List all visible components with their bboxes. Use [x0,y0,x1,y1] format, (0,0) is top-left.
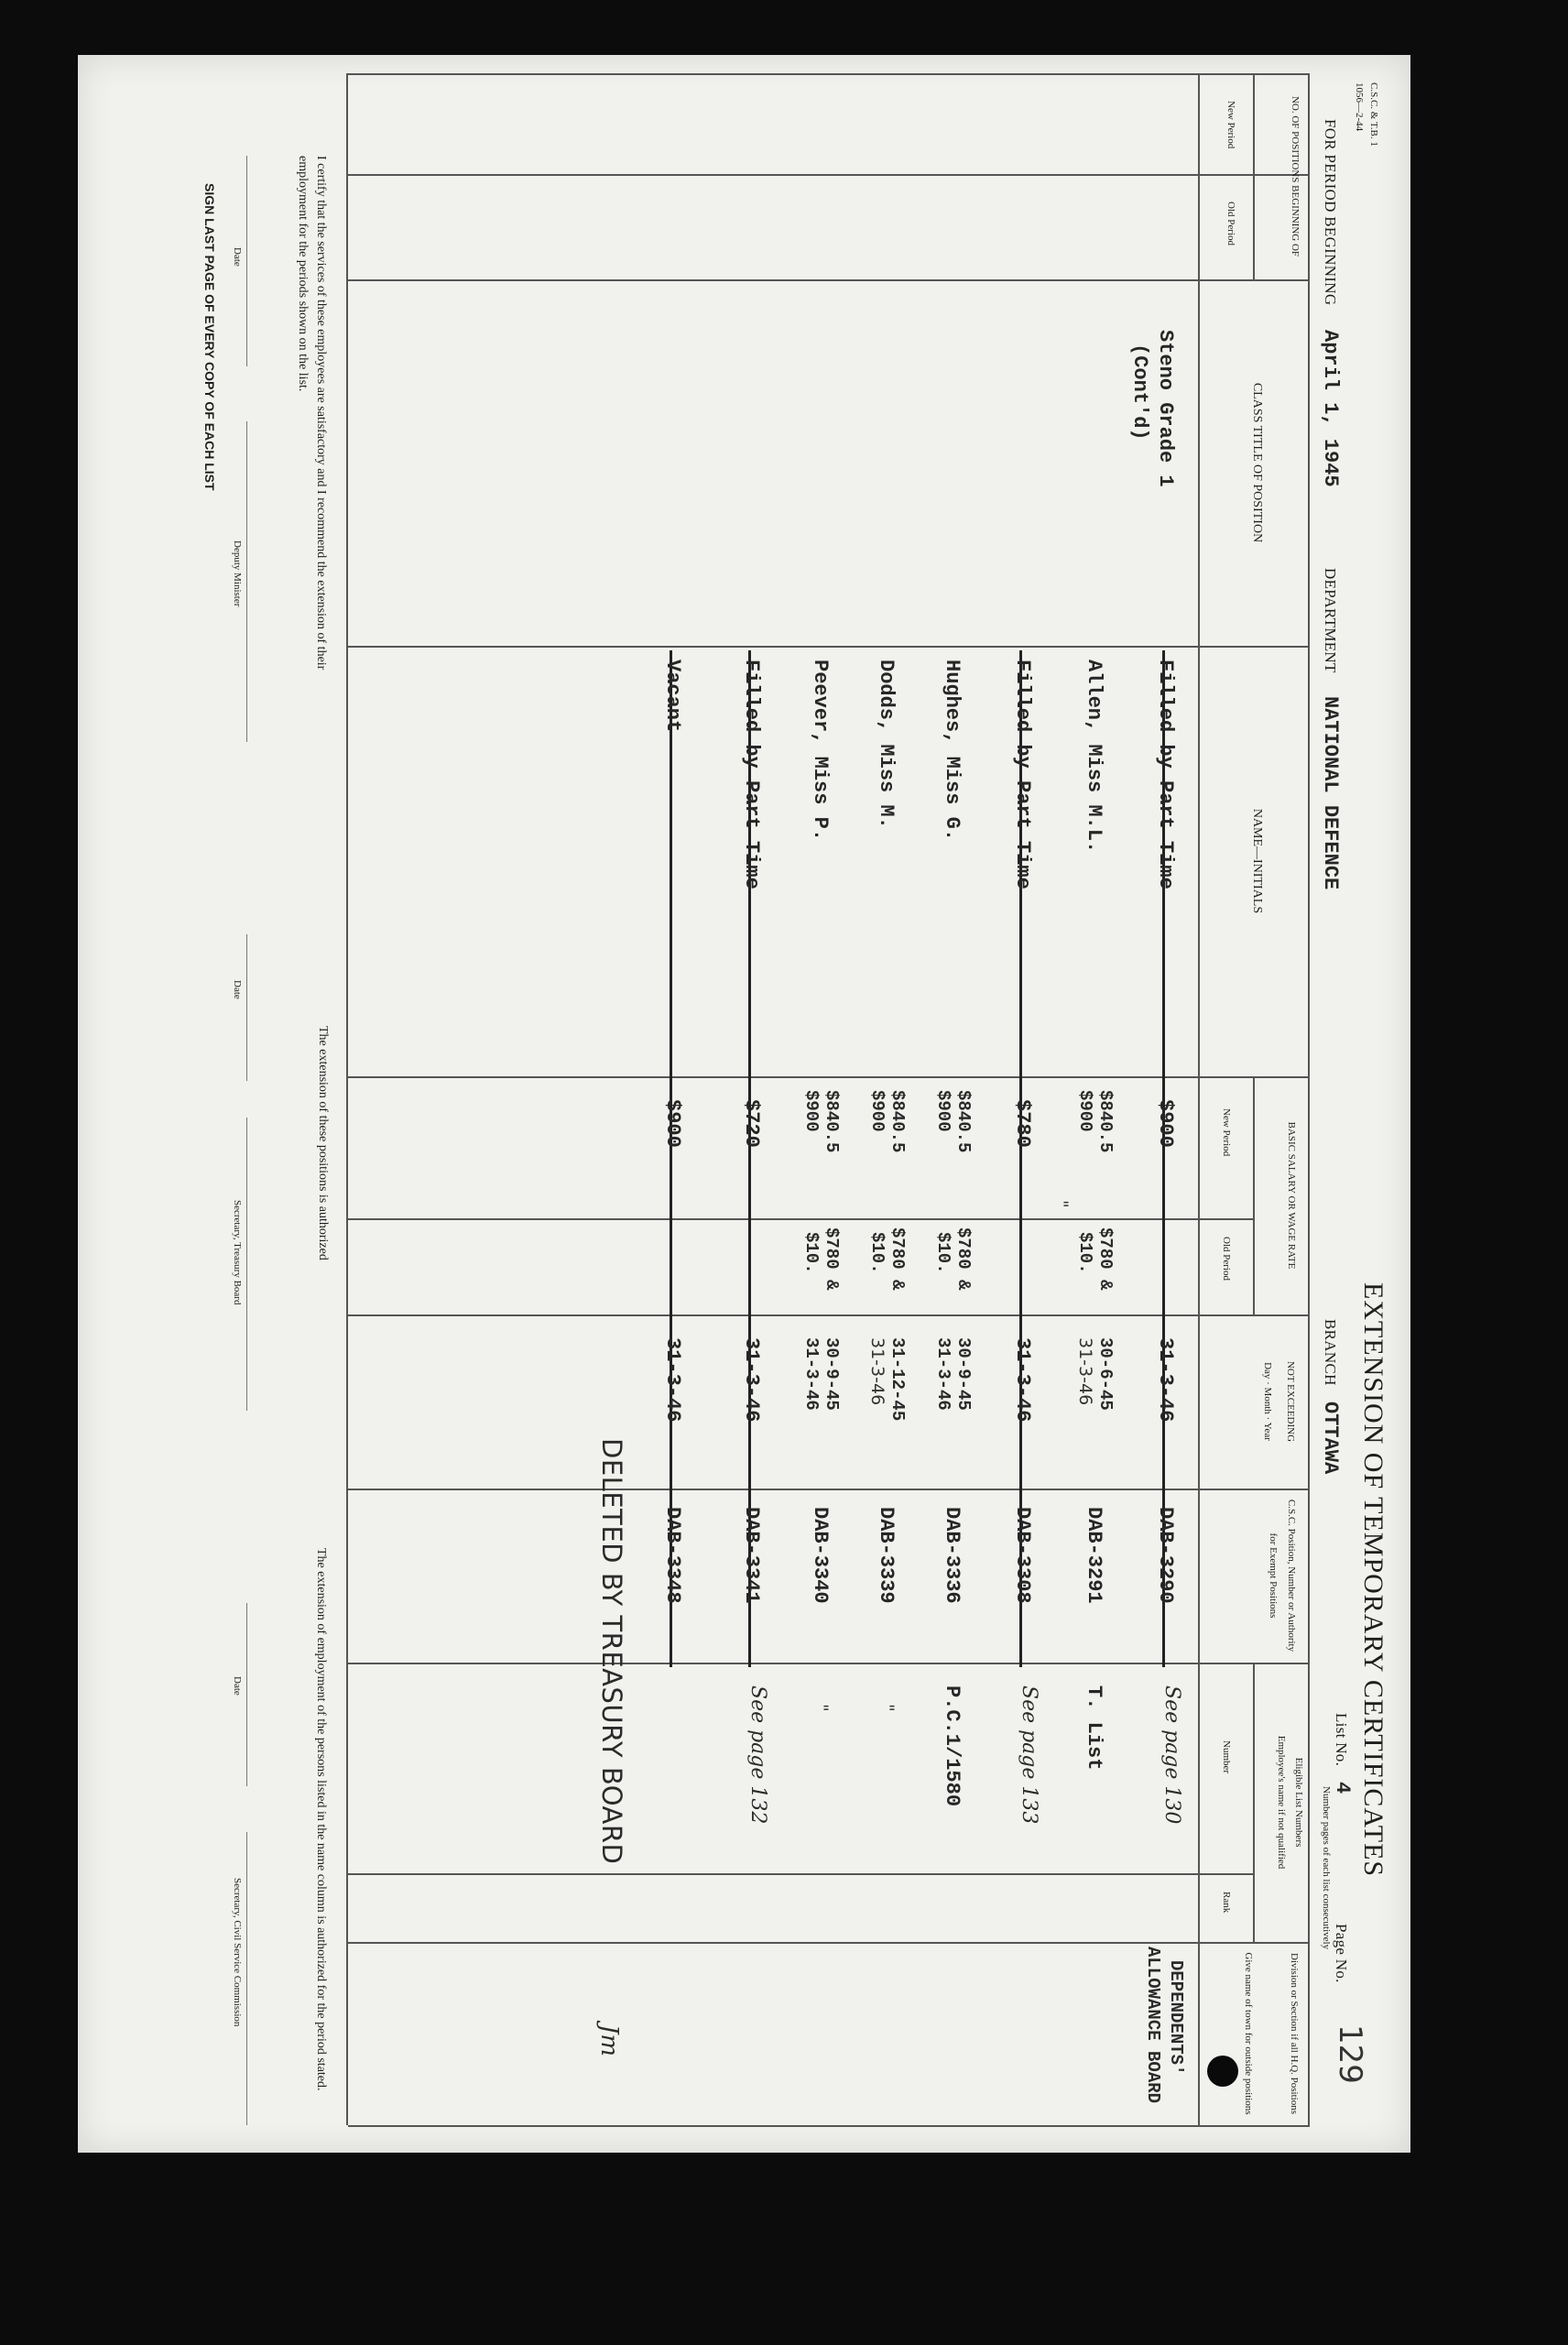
table-row-salary-old: $780 & [953,1227,974,1291]
table-row-date-2: 31-3-46 [933,1337,953,1411]
col-new-period: New Period [1225,101,1236,149]
deleted-stamp: DELETED BY TREASURY BOARD [596,1438,627,1865]
csc-authorization: The extension of employment of the persons listed in the name column is authorized for the period stated. [314,1548,328,2091]
table-row-salary-new: $900 [1154,1099,1177,1148]
secretary-csc-label: Secretary, Civil Service Commission [232,1878,243,2027]
table-row-salary-old: $780 & [887,1227,908,1291]
deputy-certification: I certify that the services of these employees are satisfactory and I recommend the extension of their employment for the periods shown on the list. [296,156,328,671]
table-row-date: 31-3-46 [740,1337,763,1423]
table-row-name: Filled by Part Time [1011,660,1034,889]
date-label-2: Date [232,980,243,999]
form-code: C.S.C. & T.B. 1 [1368,82,1379,147]
col-old-period: Old Period [1225,202,1236,245]
col-division: Division or Section if all H.Q. Positions [1289,1953,1300,2114]
col-salary: BASIC SALARY OR WAGE RATE [1286,1121,1297,1270]
page-no-value: 129 [1332,2024,1368,2084]
table-row-salary-old-2: $10. [801,1232,822,1274]
table-row-csc: DAB-3308 [1011,1507,1034,1604]
table-row-salary-old-2: $10. [867,1232,887,1274]
table-row-eligible: T. List [1083,1685,1105,1771]
table-row-salary-new-2: $900 [801,1090,822,1132]
table-row-csc: DAB-3348 [661,1507,684,1604]
table-row-name: Dodds, Miss M. [875,660,898,829]
col-class-title: CLASS TITLE OF POSITION [1250,382,1264,543]
table-row-eligible: See page 130 [1160,1685,1183,1825]
table-row-date: 30-6-45 [1095,1337,1116,1411]
col-not-exceeding: NOT EXCEEDING [1285,1360,1296,1443]
date-label-1: Date [232,247,243,267]
branch-label: BRANCH [1322,1319,1339,1386]
table-row-date-2: 31-3-46 [867,1337,887,1406]
table-row-csc: DAB-3340 [809,1507,832,1604]
period-label: FOR PERIOD BEGINNING [1322,119,1339,306]
table-row-csc: DAB-3336 [941,1507,964,1604]
division-value-1: DEPENDENTS' [1166,1960,1186,2076]
table-row-date: 30-9-45 [953,1337,974,1411]
list-no-value: 4 [1331,1782,1354,1794]
col-division-sub: Give name of town for outside positions [1243,1952,1254,2115]
department-value: NATIONAL DEFENCE [1319,696,1342,890]
department-label: DEPARTMENT [1322,568,1339,673]
col-rank: Rank [1221,1892,1232,1914]
rotated-form [78,55,1410,2153]
date-label-3: Date [232,1676,243,1696]
table-row-eligible: See page 132 [746,1685,769,1825]
table-row-name: Hughes, Miss G. [941,660,964,842]
branch-value: OTTAWA [1319,1402,1342,1475]
ditto-mark: " [1051,1200,1072,1208]
class-title-cont: (Cont'd) [1128,344,1151,441]
form-code-2: 1056—2-44 [1354,82,1365,132]
table-row-salary-new: $840.5 [1095,1090,1116,1153]
table-row-eligible: " [877,1704,898,1712]
table-row-salary-new: $780 [1011,1099,1034,1148]
table-row-eligible: See page 133 [1018,1685,1040,1825]
table-row-date: 31-3-46 [661,1337,684,1423]
table-row-name: Allen, Miss M.L. [1083,660,1105,854]
table-row-salary-new: $840.5 [822,1090,842,1153]
table-row-salary-old: $780 & [822,1227,842,1291]
table-row-salary-new-2: $900 [933,1090,953,1132]
table-row-salary-new: $840.5 [887,1090,908,1153]
table-row-date: 31-3-46 [1011,1337,1034,1423]
table-row-salary-new-2: $900 [1075,1090,1095,1132]
col-number: Number [1221,1740,1232,1774]
table-row-date-2: 31-3-46 [1075,1337,1095,1406]
col-eligible: Eligible List Numbers [1293,1757,1304,1848]
table-row-date: 30-9-45 [822,1337,842,1411]
document-sheet [78,55,1410,2153]
table-row-csc: DAB-3341 [740,1507,763,1604]
table-row-csc: DAB-3339 [875,1507,898,1604]
table-row-salary-old: $780 & [1095,1227,1116,1291]
table-row-csc: DAB-3290 [1154,1507,1177,1604]
secretary-treasury-label: Secretary, Treasury Board [232,1200,243,1305]
table-row-date-2: 31-3-46 [801,1337,822,1411]
form-title: EXTENSION OF TEMPORARY CERTIFICATES [1358,1282,1388,1878]
class-title-value: Steno Grade 1 [1154,330,1177,487]
stamp-initial: Jm [595,2024,623,2057]
col-name: NAME—INITIALS [1250,808,1264,914]
col-salary-new: New Period [1221,1108,1232,1157]
treasury-authorization: The extension of these positions is authorized [316,1026,330,1260]
table-row-date: 31-12-45 [887,1337,908,1422]
col-not-exceeding-sub: Day · Month · Year [1262,1362,1273,1441]
deputy-minister-label: Deputy Minister [232,540,243,607]
table-row-name: Vacant [661,660,684,733]
table-row-salary-new: $840.5 [953,1090,974,1153]
list-no-label: List No. [1333,1713,1350,1767]
col-csc-position: C.S.C. Position, Number or Authority for Exempt Positions [1268,1499,1297,1652]
col-eligible-sub: Employee's name if not qualified [1276,1735,1287,1870]
table-row-date: 31-3-46 [1154,1337,1177,1423]
table-row-salary-new: $900 [661,1099,684,1148]
col-positions: NO. OF POSITIONS BEGINNING OF [1290,95,1301,257]
division-value-2: ALLOWANCE BOARD [1143,1947,1163,2104]
period-value: April 1, 1945 [1319,330,1342,487]
sign-note: SIGN LAST PAGE OF EVERY COPY OF EACH LIST [202,183,217,491]
table-row-eligible: P.C.1/1580 [941,1685,964,1807]
table-row-name: Filled by Part Time [1154,660,1177,889]
table-row-salary-old-2: $10. [933,1232,953,1274]
page-no-label: Page No. [1333,1924,1350,1983]
page-no-note: Number pages of each list consecutively [1321,1786,1332,1950]
table-row-name: Filled by Part Time [740,660,763,889]
table-row-csc: DAB-3291 [1083,1507,1105,1604]
col-salary-old: Old Period [1221,1237,1232,1281]
table-row-name: Peever, Miss P. [809,660,832,842]
table-row-eligible: " [811,1704,832,1712]
table-row-salary-new-2: $900 [867,1090,887,1132]
table-row-salary-new: $720 [740,1099,763,1148]
table-row-salary-old-2: $10. [1075,1232,1095,1274]
